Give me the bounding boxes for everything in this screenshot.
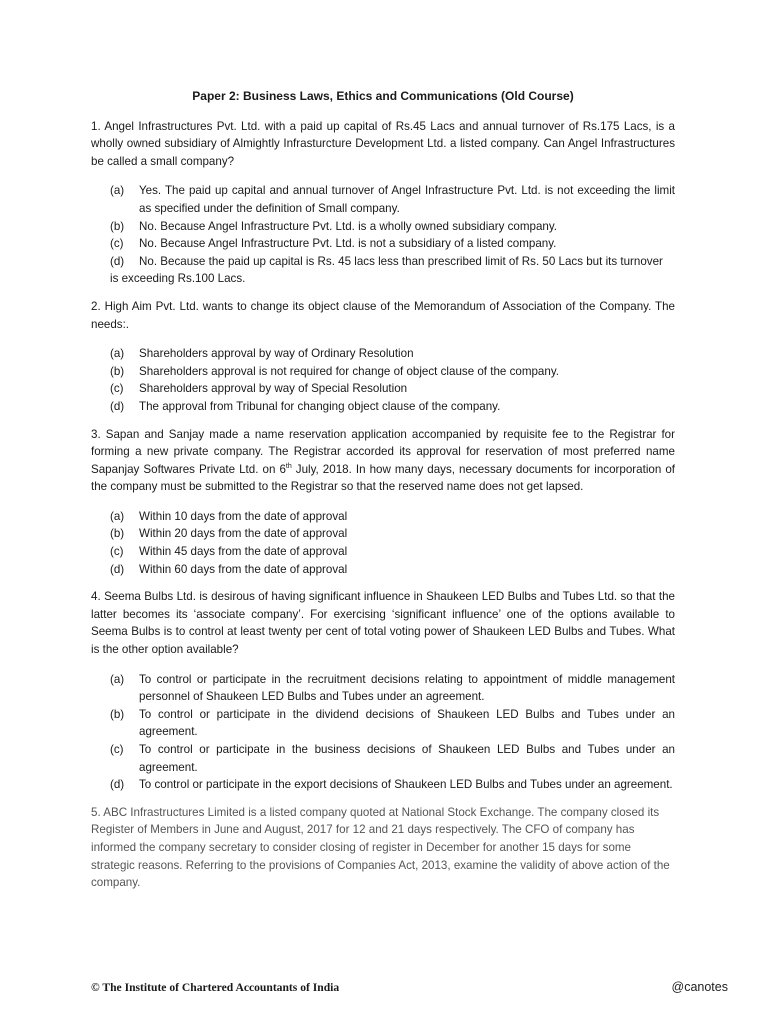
option-label: (b) xyxy=(110,527,125,541)
question-3-text-part1: 3. Sapan and Sanjay made a name reservation application accompanied by requisite fee to the Registrar for forming a new private company. The Registrar accorded its approval for reservation of most preferred name Sapanjay Softwares Private Ltd. on 6 xyxy=(91,427,675,476)
question-4-text: 4. Seema Bulbs Ltd. is desirous of having significant influence in Shaukeen LED Bulbs and Tubes Ltd. so that the latter becomes its ‘associate company’. For exercising ‘significant influence’ one of the options available to Seema Bulbs is to control at least twenty per cent of total voting power of Shaukeen LED Bulbs and Tubes. What is the other option available? xyxy=(91,590,675,657)
option-text: To control or participate in the business decisions of Shaukeen LED Bulbs and Tubes under an agreement. xyxy=(139,743,675,774)
question-1-options xyxy=(91,182,675,288)
option-3a xyxy=(91,508,675,526)
question-3-text-part2: July, 2018. In how many days, necessary documents for incorporation of the company must be submitted to the Registrar so that the reserved name does not get lapsed. xyxy=(91,462,675,494)
option-label: (b) xyxy=(110,364,125,378)
option-label: (c) xyxy=(110,545,124,559)
option-text: Shareholders approval by way of Ordinary Resolution xyxy=(139,347,414,361)
option-label: (c) xyxy=(110,382,124,396)
option-text: No. Because Angel Infrastructure Pvt. Ltd. is not a subsidiary of a listed company. xyxy=(139,237,557,251)
option-4a xyxy=(91,671,675,706)
option-label: (b) xyxy=(110,707,125,721)
option-label: (a) xyxy=(110,347,125,361)
option-3d xyxy=(91,561,675,579)
question-5-text: 5. ABC Infrastructures Limited is a listed company quoted at National Stock Exchange. The company closed its Register of Members in June and August, 2017 for 12 and 21 days respectively. The CFO of company has informed the company secretary to consider closing of register in December for another 15 days for some strategic reasons. Referring to the provisions of Companies Act, 2013, examine the validity of above action of the company. xyxy=(91,805,670,890)
ordinal-suffix: th xyxy=(285,462,292,470)
option-1d-continuation: is exceeding Rs.100 Lacs. xyxy=(110,272,246,286)
option-text: The approval from Tribunal for changing object clause of the company. xyxy=(139,399,501,413)
option-text: No. Because the paid up capital is Rs. 45 lacs less than prescribed limit of Rs. 50 Lacs but its turnover xyxy=(139,254,663,268)
option-text: Within 10 days from the date of approval xyxy=(139,509,348,523)
option-label: (d) xyxy=(110,778,125,792)
option-text: To control or participate in the export decisions of Shaukeen LED Bulbs and Tubes under an agreement. xyxy=(139,778,673,792)
option-label: (a) xyxy=(110,672,125,686)
question-2-options xyxy=(91,345,675,415)
option-text: Yes. The paid up capital and annual turnover of Angel Infrastructure Pvt. Ltd. is not exceeding the limit as specified under the definition of Small company. xyxy=(139,184,675,215)
option-label: (a) xyxy=(110,509,125,523)
question-4-options xyxy=(91,671,675,794)
option-2d xyxy=(91,398,675,416)
option-4b xyxy=(91,706,675,741)
page-footer xyxy=(91,979,728,997)
option-text: To control or participate in the recruitment decisions relating to appointment of middle management personnel of Shaukeen LED Bulbs and Tubes under an agreement. xyxy=(139,672,675,704)
option-label: (a) xyxy=(110,184,125,198)
footer-handle: @canotes xyxy=(671,980,728,994)
option-label: (c) xyxy=(110,237,124,251)
question-1-text: 1. Angel Infrastructures Pvt. Ltd. with a paid up capital of Rs.45 Lacs and annual turnover of Rs.175 Lacs, is a wholly owned subsidiary of Almightly Infrasturcture Development Ltd. a listed company. Can Angel Infrastructures be called a small company? xyxy=(91,119,675,168)
option-label: (c) xyxy=(110,743,124,756)
option-text: Within 60 days from the date of approval xyxy=(139,562,348,576)
option-4d xyxy=(91,776,675,794)
page-title: Paper 2: Business Laws, Ethics and Communications (Old Course) xyxy=(192,89,574,103)
footer-copyright: © The Institute of Chartered Accountants of India xyxy=(91,981,340,994)
option-1c xyxy=(91,235,675,253)
option-text: To control or participate in the dividend decisions of Shaukeen LED Bulbs and Tubes under an agreement. xyxy=(139,707,675,739)
option-text: Shareholders approval is not required for change of object clause of the company. xyxy=(139,364,559,378)
option-label: (d) xyxy=(110,399,125,413)
question-3-options xyxy=(91,508,675,578)
question-2-text: 2. High Aim Pvt. Ltd. wants to change its object clause of the Memorandum of Association of the Company. The needs:. xyxy=(91,299,675,331)
document-page xyxy=(91,88,675,904)
option-4c xyxy=(91,741,675,776)
question-3-text xyxy=(91,426,675,496)
option-3b xyxy=(91,525,675,543)
option-text: Within 45 days from the date of approval xyxy=(139,545,348,559)
option-2c xyxy=(91,380,675,398)
option-label: (d) xyxy=(110,562,125,576)
option-1b xyxy=(91,218,675,236)
option-label: (b) xyxy=(110,219,125,233)
option-3c xyxy=(91,543,675,561)
option-2b xyxy=(91,363,675,381)
option-1d xyxy=(91,253,675,271)
option-2a xyxy=(91,345,675,363)
option-text: No. Because Angel Infrastructure Pvt. Ltd. is a wholly owned subsidiary company. xyxy=(139,219,558,233)
option-label: (d) xyxy=(110,254,125,268)
option-text: Within 20 days from the date of approval xyxy=(139,527,348,541)
option-1a xyxy=(91,182,675,217)
option-text: Shareholders approval by way of Special Resolution xyxy=(139,382,408,396)
